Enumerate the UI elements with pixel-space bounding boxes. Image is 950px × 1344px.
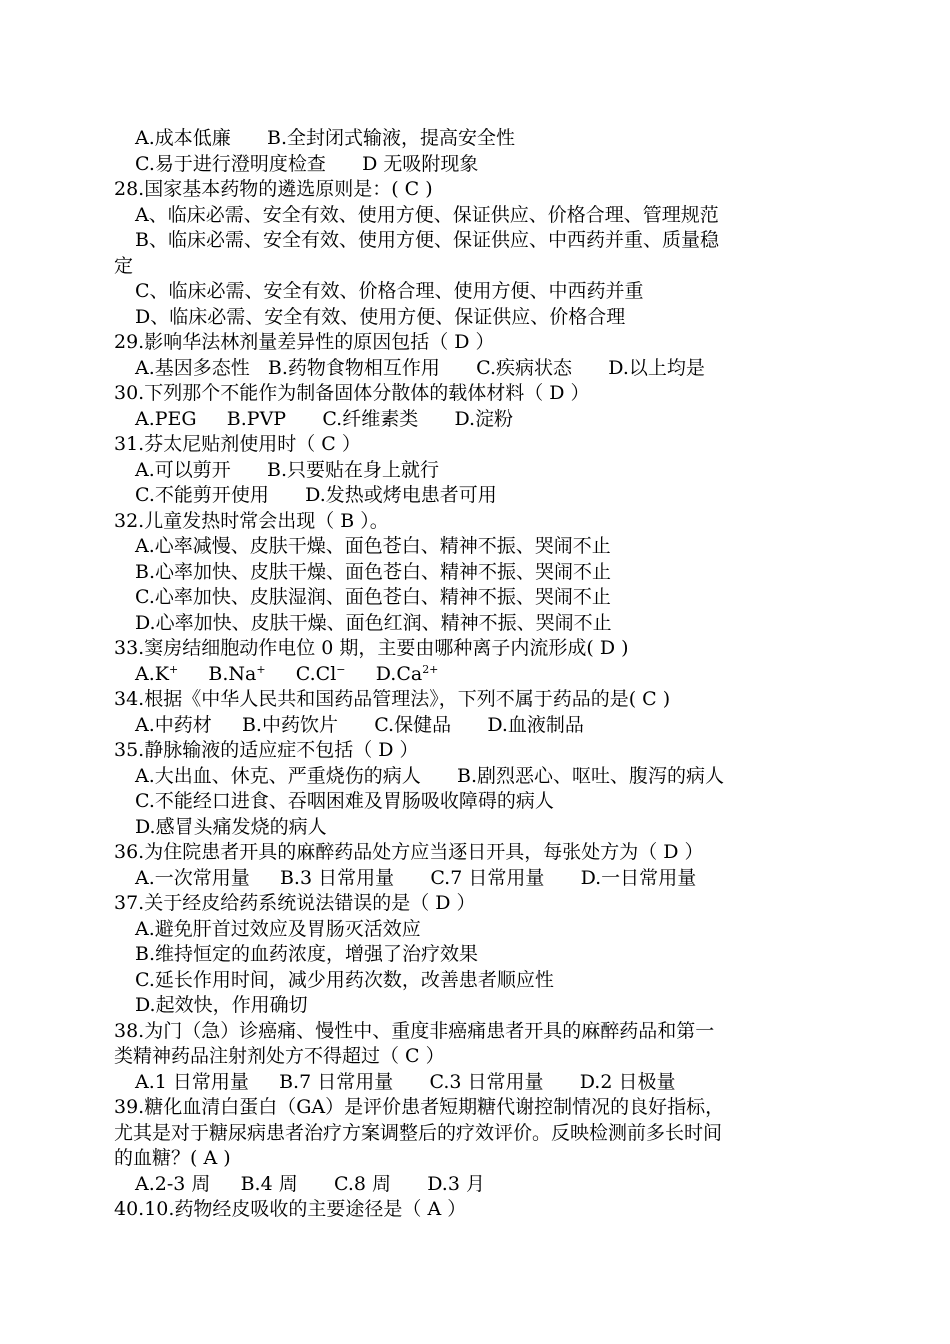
question-line: 38.为门（急）诊癌痛、慢性中、重度非癌痛患者开具的麻醉药品和第一 <box>114 1019 715 1042</box>
question-line: 40.10.药物经皮吸收的主要途径是（ A ） <box>114 1198 467 1220</box>
question-text-block <box>114 126 834 1223</box>
option-line: A.可以剪开 B.只要贴在身上就行 <box>135 458 440 481</box>
option-line: B.维持恒定的血药浓度，增强了治疗效果 <box>135 943 479 965</box>
question-line: 30.下列那个不能作为制备固体分散体的载体材料（ D ） <box>114 382 590 404</box>
option-line: A.心率减慢、皮肤干燥、面色苍白、精神不振、哭闹不止 <box>135 535 611 557</box>
ion-charge: 2+ <box>422 662 439 676</box>
option-line: A.PEG B.PVP C.纤维素类 D.淀粉 <box>135 407 514 430</box>
option-line: D.感冒头痛发烧的病人 <box>135 815 327 838</box>
spacer <box>266 663 296 685</box>
ion-option: C.Cl <box>295 662 337 685</box>
ion-option: B.Na <box>208 662 257 685</box>
spacer <box>178 663 208 685</box>
option-line: C.不能经口进食、吞咽困难及胃肠吸收障碍的病人 <box>135 790 554 812</box>
question-line: 定 <box>114 254 134 277</box>
option-line: A.成本低廉 B.全封闭式输液，提高安全性 <box>135 127 516 149</box>
question-line: 36.为住院患者开具的麻醉药品处方应当逐日开具，每张处方为（ D ） <box>114 841 704 863</box>
question-line: 37.关于经皮给药系统说法错误的是（ D ） <box>114 892 476 914</box>
question-line: 31.芬太尼贴剂使用时（ C ） <box>114 433 361 455</box>
option-line: C.心率加快、皮肤湿润、面色苍白、精神不振、哭闹不止 <box>135 586 611 608</box>
spacer <box>346 663 376 685</box>
option-line: C.不能剪开使用 D.发热或烤电患者可用 <box>135 484 497 506</box>
question-line: 32.儿童发热时常会出现（ B ）。 <box>114 509 389 532</box>
question-line: 尤其是对于糖尿病患者治疗方案调整后的疗效评价。反映检测前多长时间 <box>114 1121 723 1144</box>
option-line: A.大出血、休克、严重烧伤的病人 B.剧烈恶心、呕吐、腹泻的病人 <box>135 764 725 787</box>
ion-options-line <box>114 662 834 688</box>
option-line: B.心率加快、皮肤干燥、面色苍白、精神不振、哭闹不止 <box>135 560 612 583</box>
question-line: 类精神药品注射剂处方不得超过（ C ） <box>114 1045 445 1067</box>
option-line: C.易于进行澄明度检查 D 无吸附现象 <box>135 152 479 175</box>
option-line: C、临床必需、安全有效、价格合理、使用方便、中西药并重 <box>135 280 644 302</box>
ion-charge: + <box>168 662 179 676</box>
option-line: D.心率加快、皮肤干燥、面色红润、精神不振、哭闹不止 <box>135 611 612 634</box>
option-line: A、临床必需、安全有效、使用方便、保证供应、价格合理、管理规范 <box>135 203 719 226</box>
question-line: 的血糖？( A ) <box>114 1147 231 1169</box>
question-line: 33.窦房结细胞动作电位 0 期，主要由哪种离子内流形成( D ) <box>114 637 629 659</box>
ion-charge: + <box>256 662 266 676</box>
option-line: A.基因多态性 B.药物食物相互作用 C.疾病状态 D.以上均是 <box>135 356 705 379</box>
option-line: D.起效快，作用确切 <box>135 994 308 1016</box>
question-line: 29.影响华法林剂量差异性的原因包括（ D ） <box>114 331 495 353</box>
option-line: C.延长作用时间，减少用药次数，改善患者顺应性 <box>135 968 554 991</box>
option-line: D、临床必需、安全有效、使用方便、保证供应、价格合理 <box>135 305 626 328</box>
option-line: A.2-3 周 B.4 周 C.8 周 D.3 月 <box>135 1172 485 1195</box>
option-line: B、临床必需、安全有效、使用方便、保证供应、中西药并重、质量稳 <box>135 229 719 251</box>
question-line: 35.静脉输液的适应症不包括（ D ） <box>114 739 419 761</box>
option-line: A.中药材 B.中药饮片 C.保健品 D.血液制品 <box>135 713 584 736</box>
question-line: 34.根据《中华人民共和国药品管理法》，下列不属于药品的是( C ) <box>114 688 671 710</box>
question-line: 28.国家基本药物的遴选原则是：( C ) <box>114 178 433 200</box>
option-line: A.避免肝首过效应及胃肠灭活效应 <box>135 917 421 940</box>
ion-charge: − <box>336 662 346 676</box>
option-line: A.一次常用量 B.3 日常用量 C.7 日常用量 D.一日常用量 <box>135 866 697 889</box>
option-line: A.1 日常用量 B.7 日常用量 C.3 日常用量 D.2 日极量 <box>135 1070 676 1093</box>
question-line: 39.糖化血清白蛋白（GA）是评价患者短期糖代谢控制情况的良好指标， <box>114 1096 725 1118</box>
ion-option: A.K <box>135 662 169 685</box>
ion-option: D.Ca <box>375 662 423 685</box>
